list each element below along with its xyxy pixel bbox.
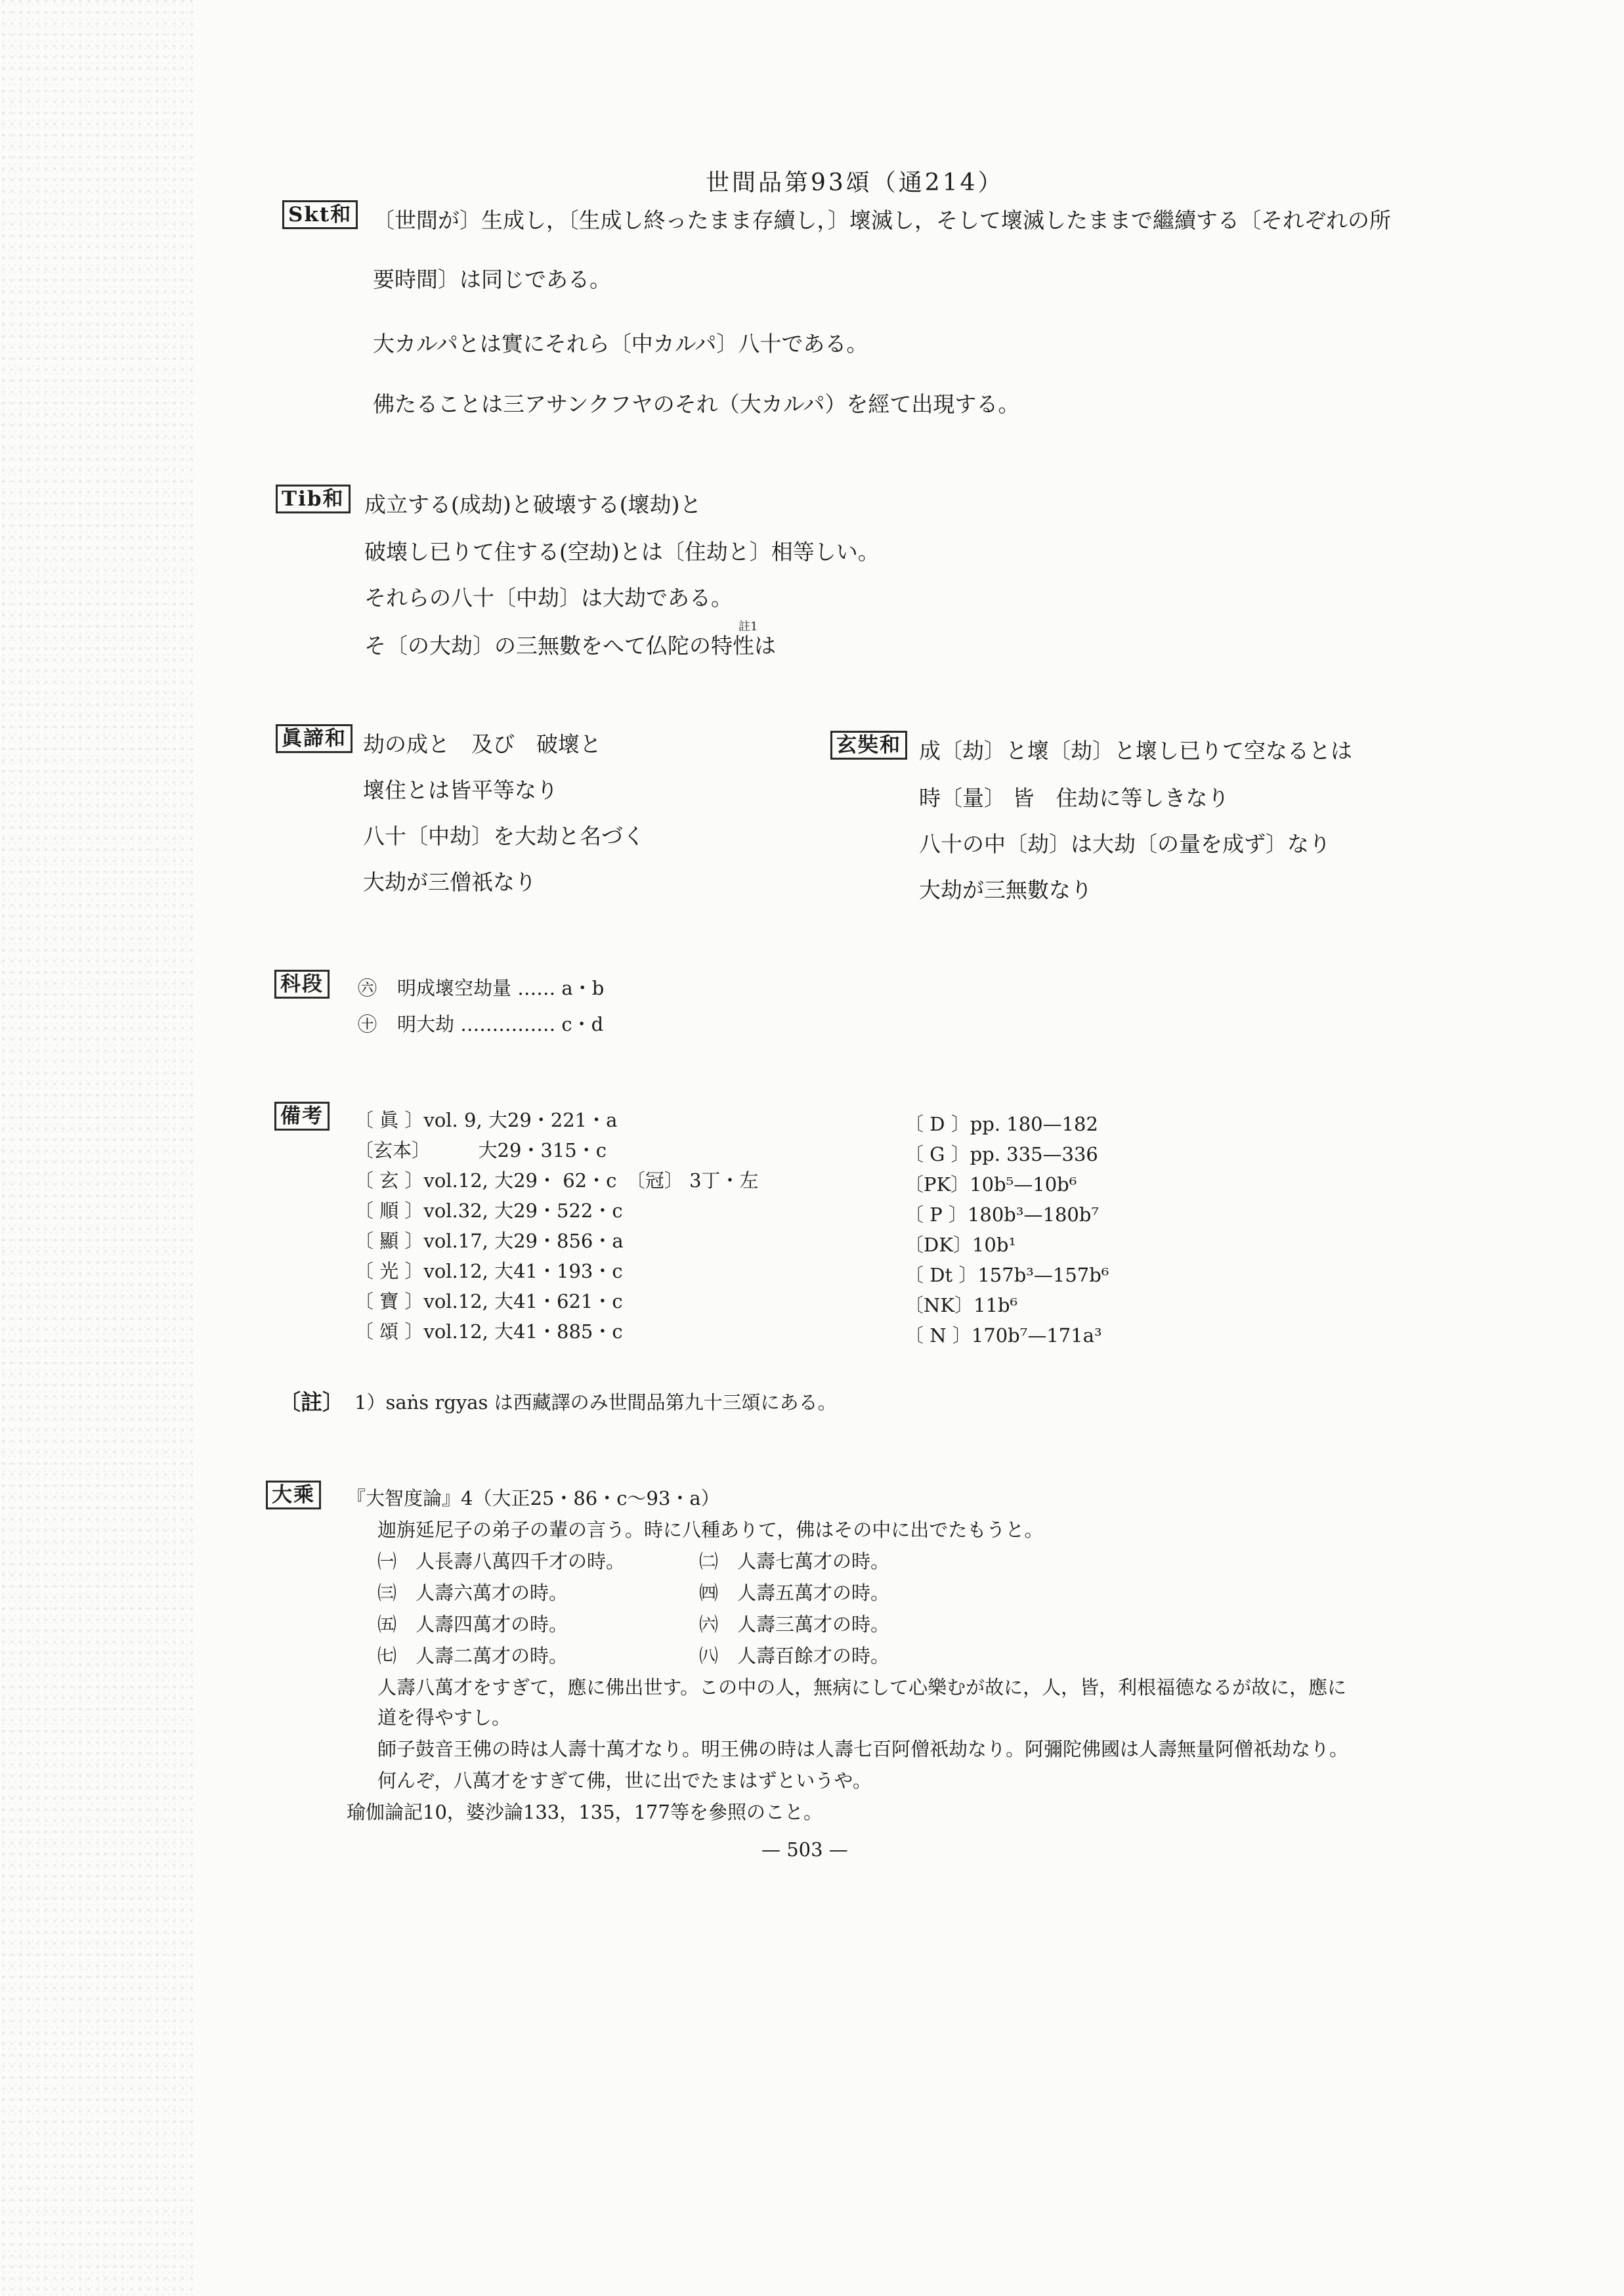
page-title: 世間品第93頌（通214） — [706, 169, 1004, 196]
biko-right-8: 〔 N 〕170b⁷—171a³ — [905, 1324, 1102, 1347]
daijo-para3: 何んぞ，八萬才をすぎて佛，世に出でたまはずというや。 — [377, 1769, 872, 1792]
daijo-intro: 迦旃延尼子の弟子の輩の言う。時に八種ありて，佛はその中に出でたもうと。 — [377, 1519, 1044, 1541]
biko-right-7: 〔NK〕11b⁶ — [905, 1294, 1018, 1316]
daijo-item-5: ㈤ 人壽四萬才の時。 — [377, 1613, 568, 1635]
scan-speckle — [0, 0, 197, 2296]
skt-line-4: 佛たることは三アサンクフヤのそれ（大カルパ）を經て出現する。 — [373, 391, 1020, 417]
tib-line-4: そ〔の大劫〕の三無數をへて仏陀の特性は — [364, 633, 776, 659]
shindai-line-2: 壞住とは皆平等なり — [363, 777, 558, 803]
daijo-item-6: ㈥ 人壽三萬才の時。 — [699, 1613, 890, 1635]
daijo-item-1: ㈠ 人長壽八萬四千才の時。 — [377, 1550, 626, 1572]
daijo-item-2: ㈡ 人壽七萬才の時。 — [699, 1550, 890, 1572]
daijo-ref: 瑜伽論記10，婆沙論133，135，177等を參照のこと。 — [347, 1801, 823, 1823]
skt-line-2: 要時間〕は同じである。 — [373, 267, 611, 292]
genjo-line-1: 成〔劫〕と壞〔劫〕と壞し已りて空なるとは — [919, 738, 1352, 764]
biko-left-8: 〔 頌 〕vol.12, 大41・885・c — [354, 1320, 623, 1343]
kadan-mark-1: ㊅ — [358, 977, 377, 999]
daijo-heading: 『大智度論』4（大正25・86・c～93・a） — [347, 1487, 720, 1509]
chu-text: 1）saṅs rgyas は西藏譯のみ世間品第九十三頌にある。 — [354, 1391, 837, 1414]
kadan-label: 科段 — [274, 970, 330, 999]
biko-left-7: 〔 寶 〕vol.12, 大41・621・c — [354, 1290, 623, 1312]
tib-line-3: それらの八十〔中劫〕は大劫である。 — [364, 585, 733, 611]
biko-right-5: 〔DK〕10b¹ — [905, 1234, 1017, 1256]
daijo-item-4: ㈣ 人壽五萬才の時。 — [699, 1582, 890, 1604]
tib-label: Tib和 — [276, 485, 351, 513]
daijo-label: 大乘 — [266, 1481, 321, 1509]
skt-line-3: 大カルパとは實にそれら〔中カルパ〕八十である。 — [373, 331, 868, 357]
biko-right-3: 〔PK〕10b⁵—10b⁶ — [905, 1173, 1077, 1196]
biko-right-2: 〔 G 〕pp. 335—336 — [905, 1143, 1098, 1165]
kadan-mark-2: ㊉ — [358, 1013, 377, 1035]
skt-line-1: 〔世間が〕生成し，〔生成し終ったまま存續し，〕壞滅し，そして壞滅したままで繼續する〔それぞれの所 — [373, 207, 1391, 233]
shindai-line-4: 大劫が三僧祇なり — [363, 869, 536, 895]
genjo-line-3: 八十の中〔劫〕は大劫〔の量を成ず〕なり — [919, 831, 1331, 857]
biko-right-1: 〔 D 〕pp. 180—182 — [905, 1113, 1098, 1135]
kadan-item-1: 明成壞空劫量 …… a・b — [397, 977, 605, 999]
biko-right-4: 〔 P 〕180b³—180b⁷ — [905, 1203, 1100, 1226]
kadan-item-2: 明大劫 …………… c・d — [397, 1013, 604, 1035]
genjo-label: 玄奘和 — [830, 731, 907, 760]
biko-left-4: 〔 順 〕vol.32, 大29・522・c — [354, 1200, 623, 1222]
shindai-line-1: 劫の成と 及び 破壞と — [363, 731, 601, 757]
biko-left-2: 〔玄本〕 大29・315・c — [354, 1139, 607, 1161]
daijo-para1-line2: 道を得やすし。 — [377, 1706, 511, 1729]
genjo-line-4: 大劫が三無數なり — [919, 877, 1092, 903]
daijo-para2: 師子鼓音王佛の時は人壽十萬才なり。明王佛の時は人壽七百阿僧祇劫なり。阿彌陀佛國は人壽無量阿僧祇劫なり。 — [377, 1738, 1349, 1760]
biko-label: 備考 — [274, 1102, 330, 1131]
daijo-item-3: ㈢ 人壽六萬才の時。 — [377, 1582, 568, 1604]
tib-line-1: 成立する(成劫)と破壊する(壞劫)と — [364, 492, 702, 517]
biko-left-3: 〔 玄 〕vol.12, 大29・ 62・c 〔冠〕 3丁・左 — [354, 1169, 759, 1192]
biko-right-6: 〔 Dt 〕157b³—157b⁶ — [905, 1264, 1109, 1286]
biko-left-1: 〔 眞 〕vol. 9, 大29・221・a — [354, 1109, 618, 1131]
genjo-line-2: 時〔量〕 皆 住劫に等しきなり — [919, 785, 1229, 811]
page-number: — 503 — — [761, 1838, 848, 1861]
biko-left-5: 〔 顯 〕vol.17, 大29・856・a — [354, 1230, 624, 1252]
tib-line-2: 破壊し已りて住する(空劫)とは〔住劫と〕相等しい。 — [364, 539, 880, 565]
shindai-line-3: 八十〔中劫〕を大劫と名づく — [363, 823, 645, 849]
daijo-item-8: ㈧ 人壽百餘才の時。 — [699, 1645, 890, 1667]
daijo-para1-line1: 人壽八萬才をすぎて，應に佛出世す。この中の人，無病にして心樂むが故に，人，皆，利根福德なるが故に，應に — [377, 1676, 1347, 1699]
chu-label: 〔註〕 — [279, 1389, 344, 1415]
shindai-label: 眞諦和 — [276, 724, 353, 753]
skt-label: Skt和 — [282, 200, 358, 229]
daijo-item-7: ㈦ 人壽二萬才の時。 — [377, 1645, 568, 1667]
tib-note-mark: 註1 — [738, 620, 758, 634]
biko-left-6: 〔 光 〕vol.12, 大41・193・c — [354, 1260, 623, 1282]
